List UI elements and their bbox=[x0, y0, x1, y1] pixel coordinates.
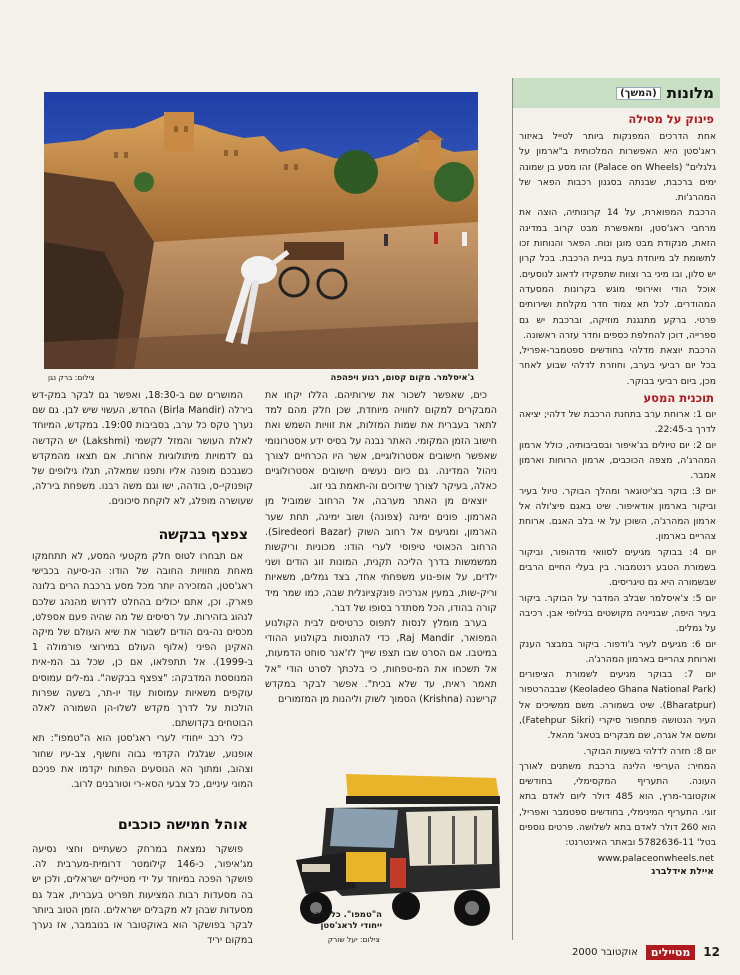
sidebar-paragraph: אחת הדרכים המפנקות ביותר לטייל באיזור ראג'סטן היא האפשרות המלכותית ב"ארמון על גלגלים" (Palace on Wheels) זהו מסע בן שמונה ימים ברכבת, שבנתה בסגנון רכבות הפאר של המהרג'ות. bbox=[519, 131, 717, 204]
rickshaw-photo-credit: צילום: יעל שורק bbox=[327, 935, 380, 944]
article-paragraph: המושרים שם ב-18:30, ואפשר גם לבקר במק-דש בירלה (Birla Mandir) החדש, העשוי שיש לבן. גם שם נערך טקס כל ערב, בסביבות 19:00. במקדש, המיוחד לאלת העושר והמזל לקשמי (Lakshmi) יש הקדשה גם לדמויות מיתולוגיות אחרות. אם תצאו מהמקדש כשגבכם מופנה אליו ותפנו שמאלה, תגלו גילופים של קופנוקי-ס, בודהה, ישו וגם משה רבנו. משפחת בירלה, שעושרה מופלג, לא לוקחת סיכונים. bbox=[32, 390, 253, 508]
page-footer bbox=[420, 941, 720, 963]
itinerary-item: יום 8: חזרה לדלהי בשעות הבוקר. bbox=[583, 745, 716, 757]
section-heading: אוהל חמישה כוכבים bbox=[117, 817, 248, 833]
sidebar-author: איילת אידלברג bbox=[651, 865, 714, 877]
itinerary-list bbox=[513, 407, 720, 851]
sidebar-title: מלונות bbox=[666, 84, 714, 102]
jaisalmer-photo bbox=[44, 92, 478, 369]
issue-date: אוקטובר 2000 bbox=[572, 946, 638, 958]
sidebar-subtitle: פינוק על מסילה bbox=[628, 112, 714, 126]
main-photo-caption: ג'איסלמר. מקום קסום, רגוע ויפהפה bbox=[330, 373, 474, 383]
article-column-left-top bbox=[32, 388, 253, 524]
itinerary-item: יום 4: בבוקר מגיעים לסוואי מדהופור, וביקור בשמורת הטבע רנטמבור. בין בעלי החיים הרבים שבשמורה היא גם טיגריסים. bbox=[519, 546, 716, 589]
article-paragraph: פושקר נמצאת במרחק כשעתיים וחצי נסיעה מג'איפור, כ-146 קילומטר דרומית-מערבית לה. פושקר הפכה במיוחד על ידי מטיילים ישראלים, ולכן יש בה מסעדות רבות המציעות תפריט בעברית, אבל גם מסעדות שבהן לא מקבלים ישראלים. הזמן הטוב ביותר לבקר בפושקר הוא באוקטובר או בנובמבר, אז נערך במקום יריד bbox=[32, 844, 253, 947]
article-column-middle bbox=[265, 388, 497, 768]
sidebar-url: www.palaceonwheels.net bbox=[597, 852, 714, 864]
itinerary-title: תוכנית המסע bbox=[643, 391, 714, 406]
sidebar-paragraph: הרכבת יוצאת מדלהי בחודשים ספטמבר-אפריל, בכל יום רביעי בערב, וחוזרת לדלהי שבוע לאחר מכן, ביום רביעי בבוקר. bbox=[519, 345, 716, 387]
itinerary-item: המחיר: העריפי הלינה ברכבת משתנים לאורך העונה. התעריף המקסימלי, בחודשים אוקטובר-מרץ, הוא 485 דולר ליום לאדם בתא זוגי. התעריף המינימלי, בחודשים ספטמבר ואפריל, הוא 260 דולר לאדם בתא לשלושה. פרטים נוספים בטל' 5782636-11 ובאתר האינטרנט: bbox=[519, 760, 717, 849]
article-paragraph: כים, שאפשר לשכור את שירותיהם. הללו יקחו את המבקרים למקום לחוויה מיוחדת, שכן חלק מהם למד לתאר בעברית את שמות המזלות, את זוויות השמש ואת חישוב הזמן המקומי. האתר נבנה על בסיס ידע אסטרונומי שאפשר חישובים אסטרולוגיים, אשר היו הכרחיים לצורך ניהול המדינה. גם כיום נעשים חישובים אסטרולוגיים כאלה, בעיקר לצורך שידוכים וה-תאמת בני זוג. bbox=[265, 390, 497, 493]
hotels-sidebar bbox=[512, 78, 720, 940]
itinerary-item: יום 7: בבוקר מגיעים לשמורת הציפורים (Keoladeo Ghana National Park) שבבהרטפור (Bharatpur). שיט בשמורה. משם ממשיכים אל העיר הנטושה פתחפור סיקרי (Fatehpur Sikri), ומשם אל אגרה, שם מבקרים בטאג' מהאל. bbox=[519, 669, 716, 742]
itinerary-item: יום 2: יום טיולים בג'איפור ובסביבותיה, כולל ארמון המהרג'ה, מצפה הכוכבים, ארמון הרוחות וארמון אמבר. bbox=[519, 439, 717, 482]
itinerary-item: יום 5: צ'איסלמר שבלב המדבר על הבוקר. ביקור בעיר היפה, שבנייניה מקושטים בגילופי אבן. רכיבה על גמלים. bbox=[519, 592, 717, 635]
sidebar-paragraph: הרכבת המפוארת, על 14 קרונותיה, הוצה את מרחבי ראג'סטן, ומאפשרת מבט קרוב במדינה הזאת, מנקודת מבט מוגן ונוח. הפאר והנוחות זכו לתשומת לב מיוחדת בעת בניית הרכבת. בכל קרון יש סלון, ובו מיני בר וצוות שתפקידו לדאוג לנוסעים. אוכל הודי ואירופי מוגש בקרונות המסעדה המהודרים. לכל תא צמוד חדר מקלחת ושירותים פרטי. ברקע מתנגנת מוזיקה, וברכבת יש גם ספרייה, דוכן להחלפת כספים וחדר עזרה ראשונה. bbox=[519, 207, 716, 341]
rickshaw-photo-caption: ה"טמפו". כלי רכב ייחודי לראג'סטן bbox=[310, 910, 382, 931]
article-paragraph: בערב מומלץ לנסות לתפוס כרטיסים לבית הקולנוע המפואר, Raj Mandir, כדי להתנסות בקולנוע ההודי במיטבו. אם הסרט שבו תצפו שייך לז'אנר סוחט הדמעות, אל תשכחו את המ-טפחות, כי בלכתך לסרט הודי "אל תאמר ראית, עד שלא בכית". אפשר לבקר במקדש קרישנה (Krishna) הסמוך לשוק וליהנות מן המזמורים bbox=[265, 618, 497, 706]
itinerary-item: יום 1: ארוחת ערב בתחנת הרכבת של דלהי; יציאה לדרך ב-22:45. bbox=[519, 409, 716, 436]
section-heading: צפצף בבקשה bbox=[158, 527, 248, 543]
itinerary-item: יום 6: מגיעים לעיר ג'ודפור. ביקור במבצר הענק וארוחת צהריים בארמון המהרג'ה. bbox=[519, 638, 716, 665]
sidebar-continued-tag: (המשך) bbox=[616, 87, 661, 100]
article-paragraph: אם תבחרו לטוס חלק מקטעי המסע, לא תתחמקו מאחת מחוויות החובה של הודו: הנ-סיעה בכבישי ראג'סטן, המזכירה יותר מכל מסע ברכבת הרים בלונה פארק. וכן, אתם יכולים בהחלט לדרוש מהנהג שלכם לנהוג בזהירות. על רסיסים של מה שהיה פעם אספלט, מכסים נה-גים הודים לשבור את שיא העולם של מיקה האקינן הפיני (אלוף העולם במירוצי פורמולה 1 ב-1999). אל תתפלאו, אם כן, שכל גב המ-אית המנוססת המדבקה: "צפצף בבקשה". גמ-לים עמוסים עוקפים משאיות עמוסות עוד יו-תר, בשעה שפרות הולכות על לדרך מקדש לשלו-הן השמורה לאלה הבוטחים בקדושתם. bbox=[32, 551, 253, 730]
magazine-name: מטיילים bbox=[646, 945, 695, 960]
article-paragraph: יוצאים מן האתר מערבה, אל הרחוב שמוביל מן הארמון. פונים ימינה (צפונה) ושוב ימינה, תחת שער הארמון, ומגיעים אל רחוב השוק (Siredeori Bazar). הרחוב הכאוטי טיפוסי לערי הודו: מכוניות וריקשות ממשמשות בדרך הליכה תקנית, המונות זוג הודים ושני ילדים, על אופ-נוע משפחתי אחד, בצד גמלים, משאיות וריק-שות, במעין אנרכיה פונקציונלית שבה, כמו שמר מיד קורה בהודו, הכל מסתדר בסופו של דבר. bbox=[265, 496, 497, 614]
article-column-left-mid bbox=[32, 549, 253, 807]
page-number: 12 bbox=[703, 945, 720, 959]
article-column-left-bottom bbox=[32, 842, 253, 954]
itinerary-item: יום 3: בוקר בצ'יטוגאר ומהלך הבוקר. טיול בעיר וביקור בארמון אודאיפור. שיט באגם פיצ'ולה אל ארמון המהרג'ה, השוכן על אי בלב האגם. ארוחת צהריים בארמון. bbox=[519, 485, 716, 543]
sidebar-intro bbox=[513, 129, 720, 389]
article-paragraph: כלי רכב ייחודי לערי ראג'סטן הוא ה"טמפו": תא אופנוע, שגלגלו הקדמי גבוה וחשוף, צב-עיו שחור וצהוב, ומתוך הא הנוסעים הפתוח יקדמו את פניכם המוני עיניים, כל צבעי הסא-רי וטורבנים לרוב. bbox=[32, 733, 253, 791]
sidebar-header bbox=[513, 78, 720, 108]
main-photo-credit: צילום: ברק נגן bbox=[48, 373, 95, 382]
main-photo-caption-bar bbox=[44, 372, 478, 386]
